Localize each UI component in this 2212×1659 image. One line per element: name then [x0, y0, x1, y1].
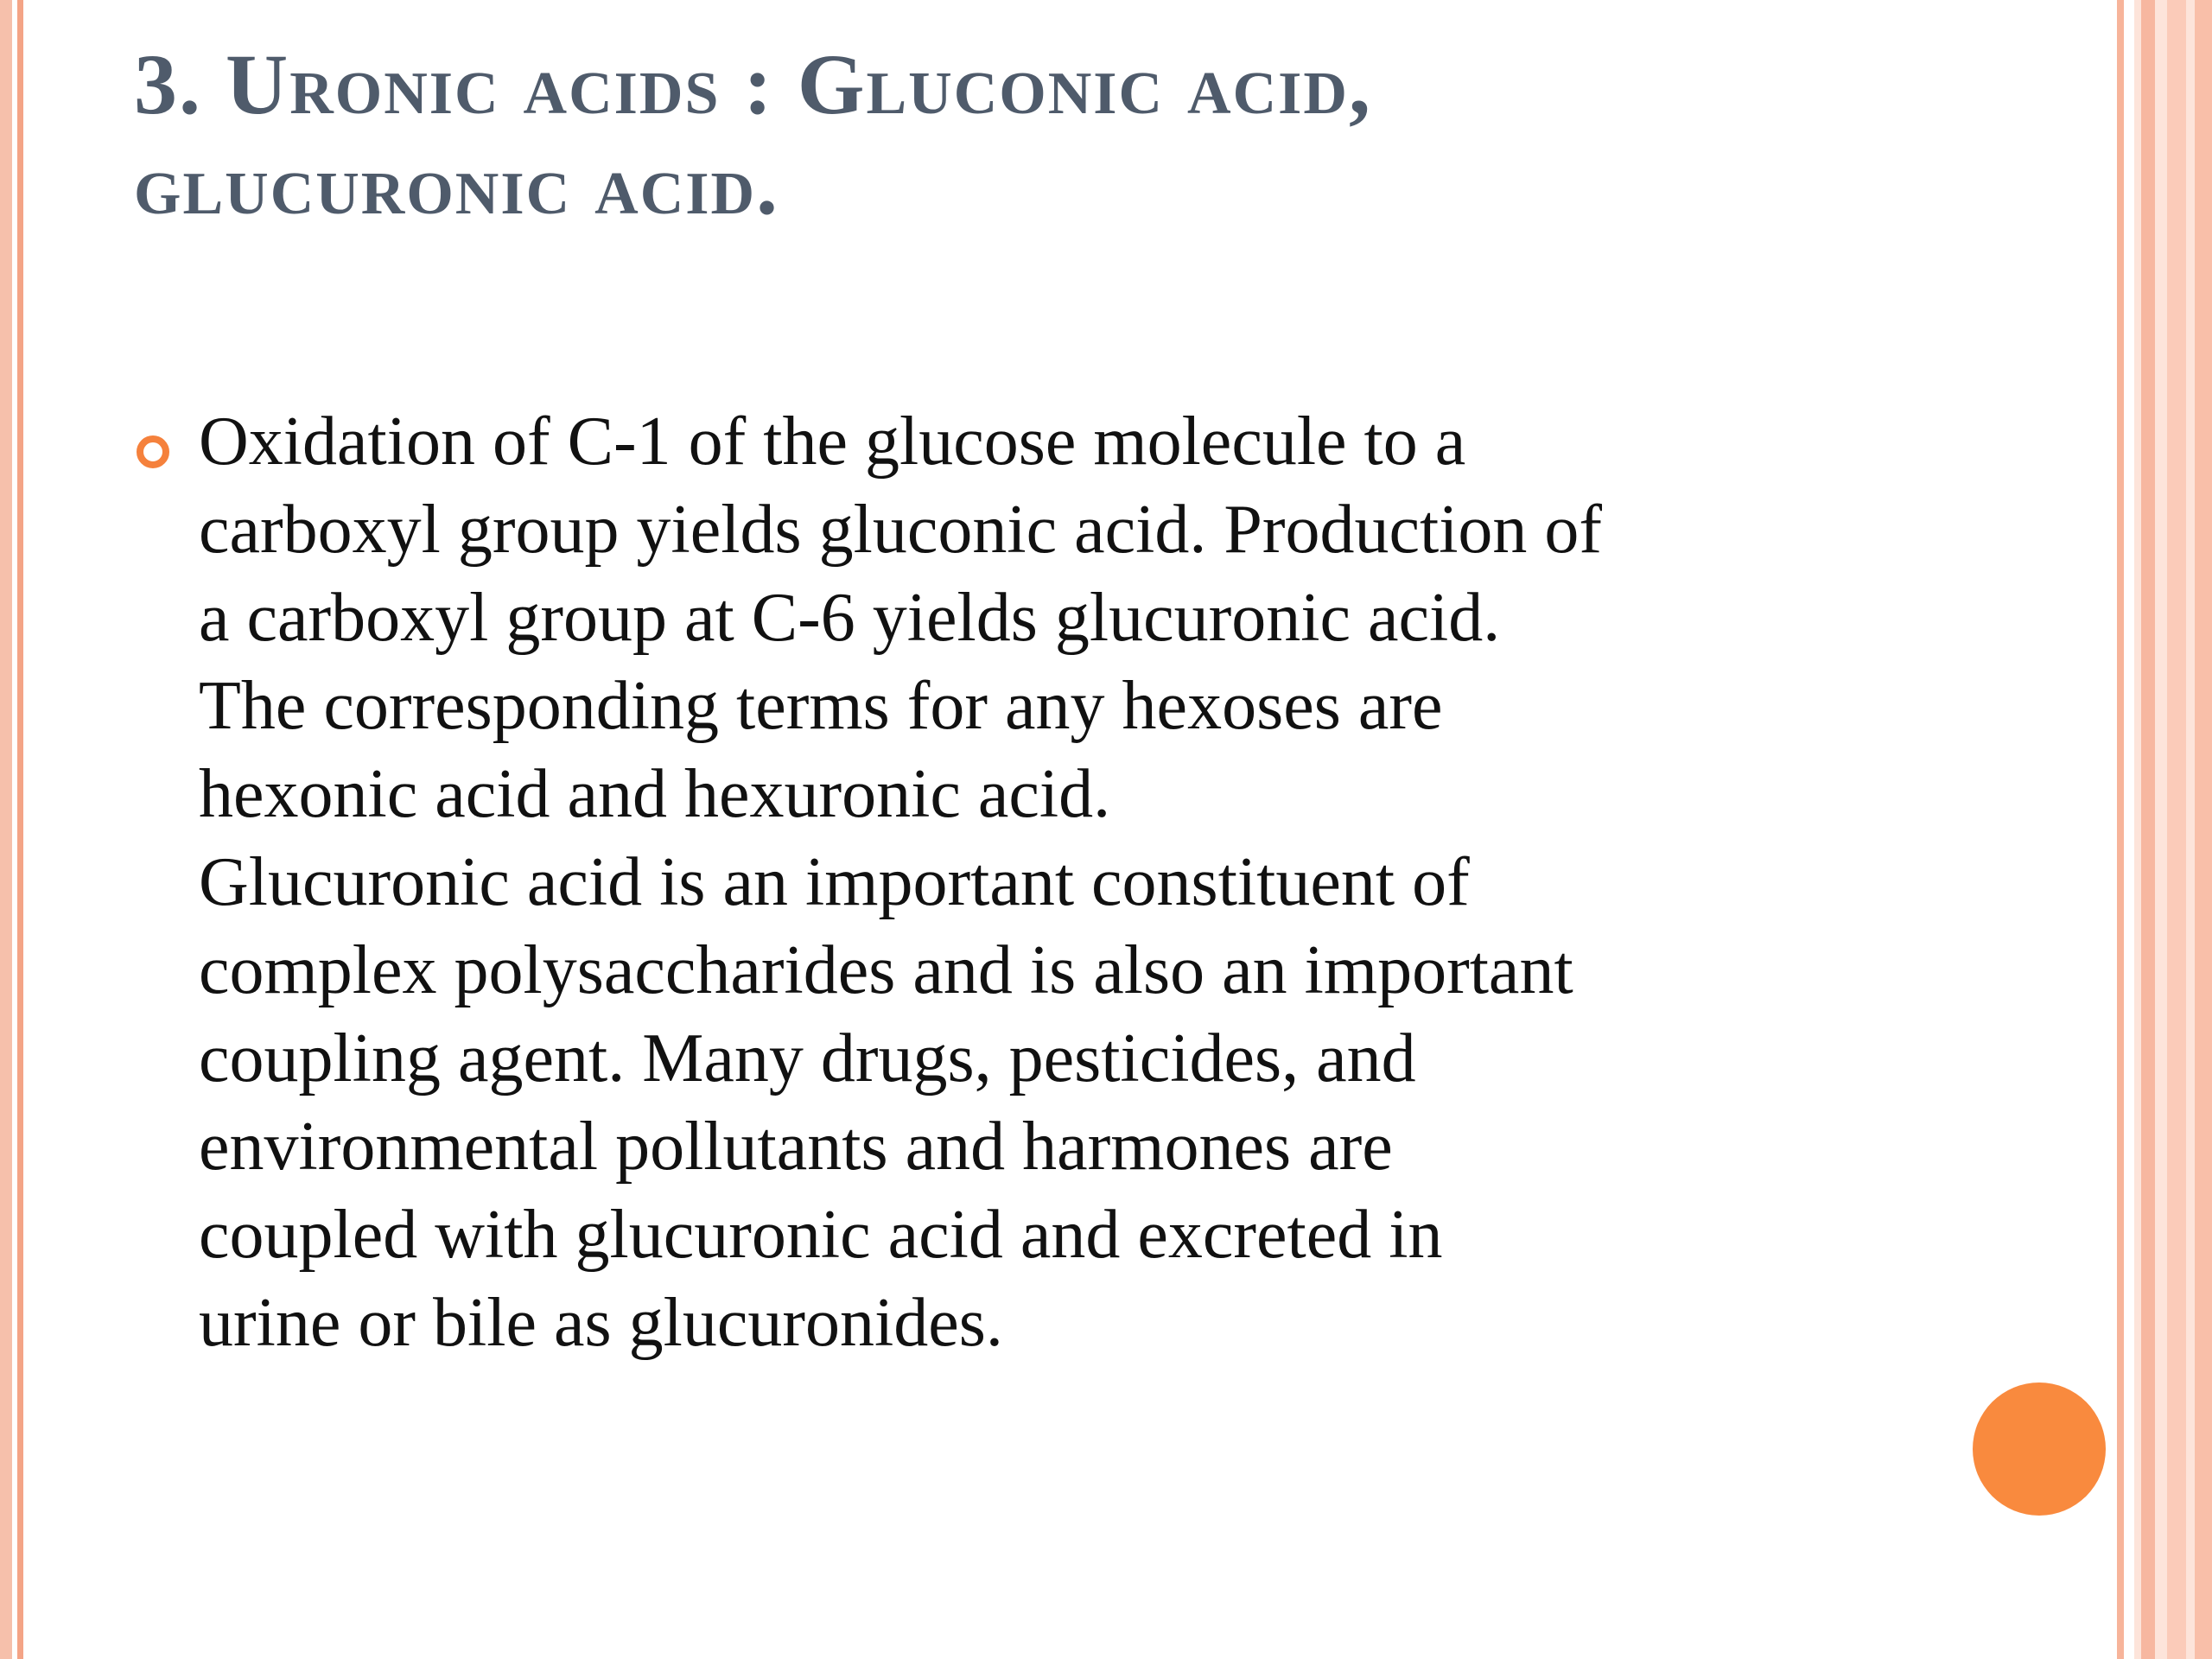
left-border-stripe	[0, 0, 12, 1659]
hollow-circle-bullet-icon	[137, 435, 169, 468]
right-border-line	[2117, 0, 2124, 1659]
left-border-inner-stripe	[17, 0, 23, 1659]
slide-title: 3. Uronic acids : Gluconic acid, glucuronic acid.	[134, 36, 1372, 232]
bullet-text: Oxidation of C-1 of the glucose molecule to a carboxyl group yields gluconic acid. Production of a carboxyl group at C-6 yields glucuronic acid. The corresponding terms for any hexoses are hexonic acid and hexuronic acid. Glucuronic acid is an important constituent of complex polysaccharides and is also an important coupling agent. Many drugs, pesticides, and environmental pollutants and harmones are coupled with glucuronic acid and excreted in urine or bile as glucuronides.	[199, 404, 1603, 1361]
bullet-list	[134, 397, 1966, 1367]
right-border-stripe-2	[2167, 0, 2186, 1659]
right-border-stripe-1	[2141, 0, 2155, 1659]
bullet-item	[134, 397, 1966, 1367]
right-border-stripe-3	[2195, 0, 2212, 1659]
orange-circle-decoration-icon	[1973, 1382, 2106, 1516]
